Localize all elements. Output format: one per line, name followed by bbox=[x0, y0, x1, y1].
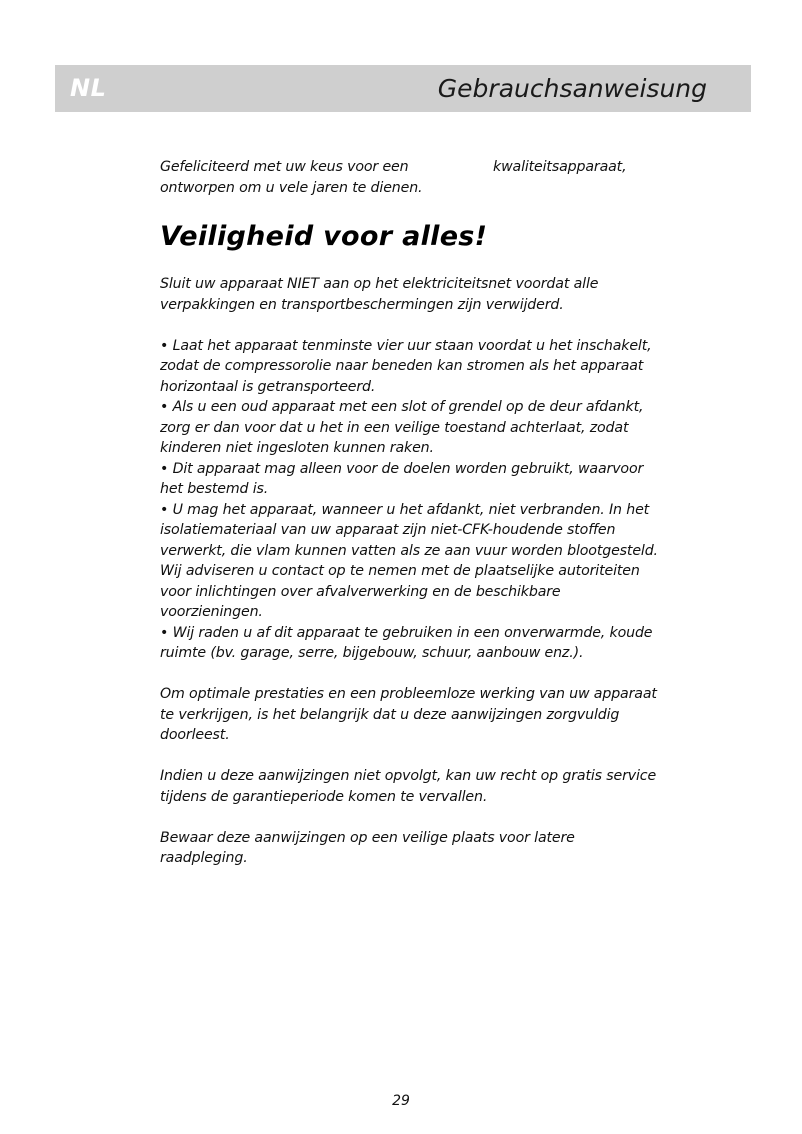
safety-bullet-list bbox=[160, 336, 660, 664]
storage-paragraph: Bewaar deze aanwijzingen op een veilige plaats voor latere raadpleging. bbox=[160, 829, 575, 866]
bullet-item: • Wij raden u af dit apparaat te gebruiken in een onverwarmde, koude ruimte (bv. garage, serre, bijgebouw, schuur, aanbouw enz.). bbox=[160, 624, 653, 661]
warning-paragraph: Sluit uw apparaat NIET aan op het elektriciteitsnet voordat alle verpakkingen en transportbeschermingen zijn verwijderd. bbox=[160, 276, 599, 313]
language-code: NL bbox=[70, 74, 107, 102]
section-heading: Veiligheid voor alles! bbox=[160, 221, 488, 252]
bullet-item: • U mag het apparaat, wanneer u het afdankt, niet verbranden. In het isolatiemateriaal van uw apparaat zijn niet-CFK-houdende stoffen verwerkt, die vlam kunnen vatten als ze aan vuur worden blootgesteld. Wij adviseren u contact op te nemen met de plaatselijke autoriteiten voor inlichtingen over afvalverwerking en de beschikbare voorzieningen. bbox=[160, 501, 658, 620]
intro-part-3: ontworpen om u vele jaren te dienen. bbox=[160, 179, 423, 196]
header-bar bbox=[55, 65, 751, 112]
bullet-item: • Laat het apparaat tenminste vier uur staan voordat u het inschakelt, zodat de compressorolie naar beneden kan stromen als het apparaat horizontaal is getransporteerd. bbox=[160, 337, 652, 395]
performance-paragraph: Om optimale prestaties en een probleemloze werking van uw apparaat te verkrijgen, is het belangrijk dat u deze aanwijzingen zorgvuldig doorleest. bbox=[160, 686, 657, 743]
intro-part-2: kwaliteitsapparaat, bbox=[493, 159, 627, 175]
main-content bbox=[160, 157, 660, 869]
intro-paragraph bbox=[160, 157, 660, 198]
page-number: 29 bbox=[392, 1093, 410, 1109]
bullet-item: • Als u een oud apparaat met een slot of grendel op de deur afdankt, zorg er dan voor dat u het in een veilige toestand achterlaat, zodat kinderen niet ingesloten kunnen raken. bbox=[160, 399, 644, 456]
bullet-item: • Dit apparaat mag alleen voor de doelen worden gebruikt, waarvoor het bestemd is. bbox=[160, 460, 644, 497]
warranty-paragraph: Indien u deze aanwijzingen niet opvolgt, kan uw recht op gratis service tijdens de garantieperiode komen te vervallen. bbox=[160, 768, 657, 805]
intro-part-1: Gefeliciteerd met uw keus voor een bbox=[160, 159, 409, 175]
document-title: Gebrauchsanweisung bbox=[437, 74, 707, 103]
